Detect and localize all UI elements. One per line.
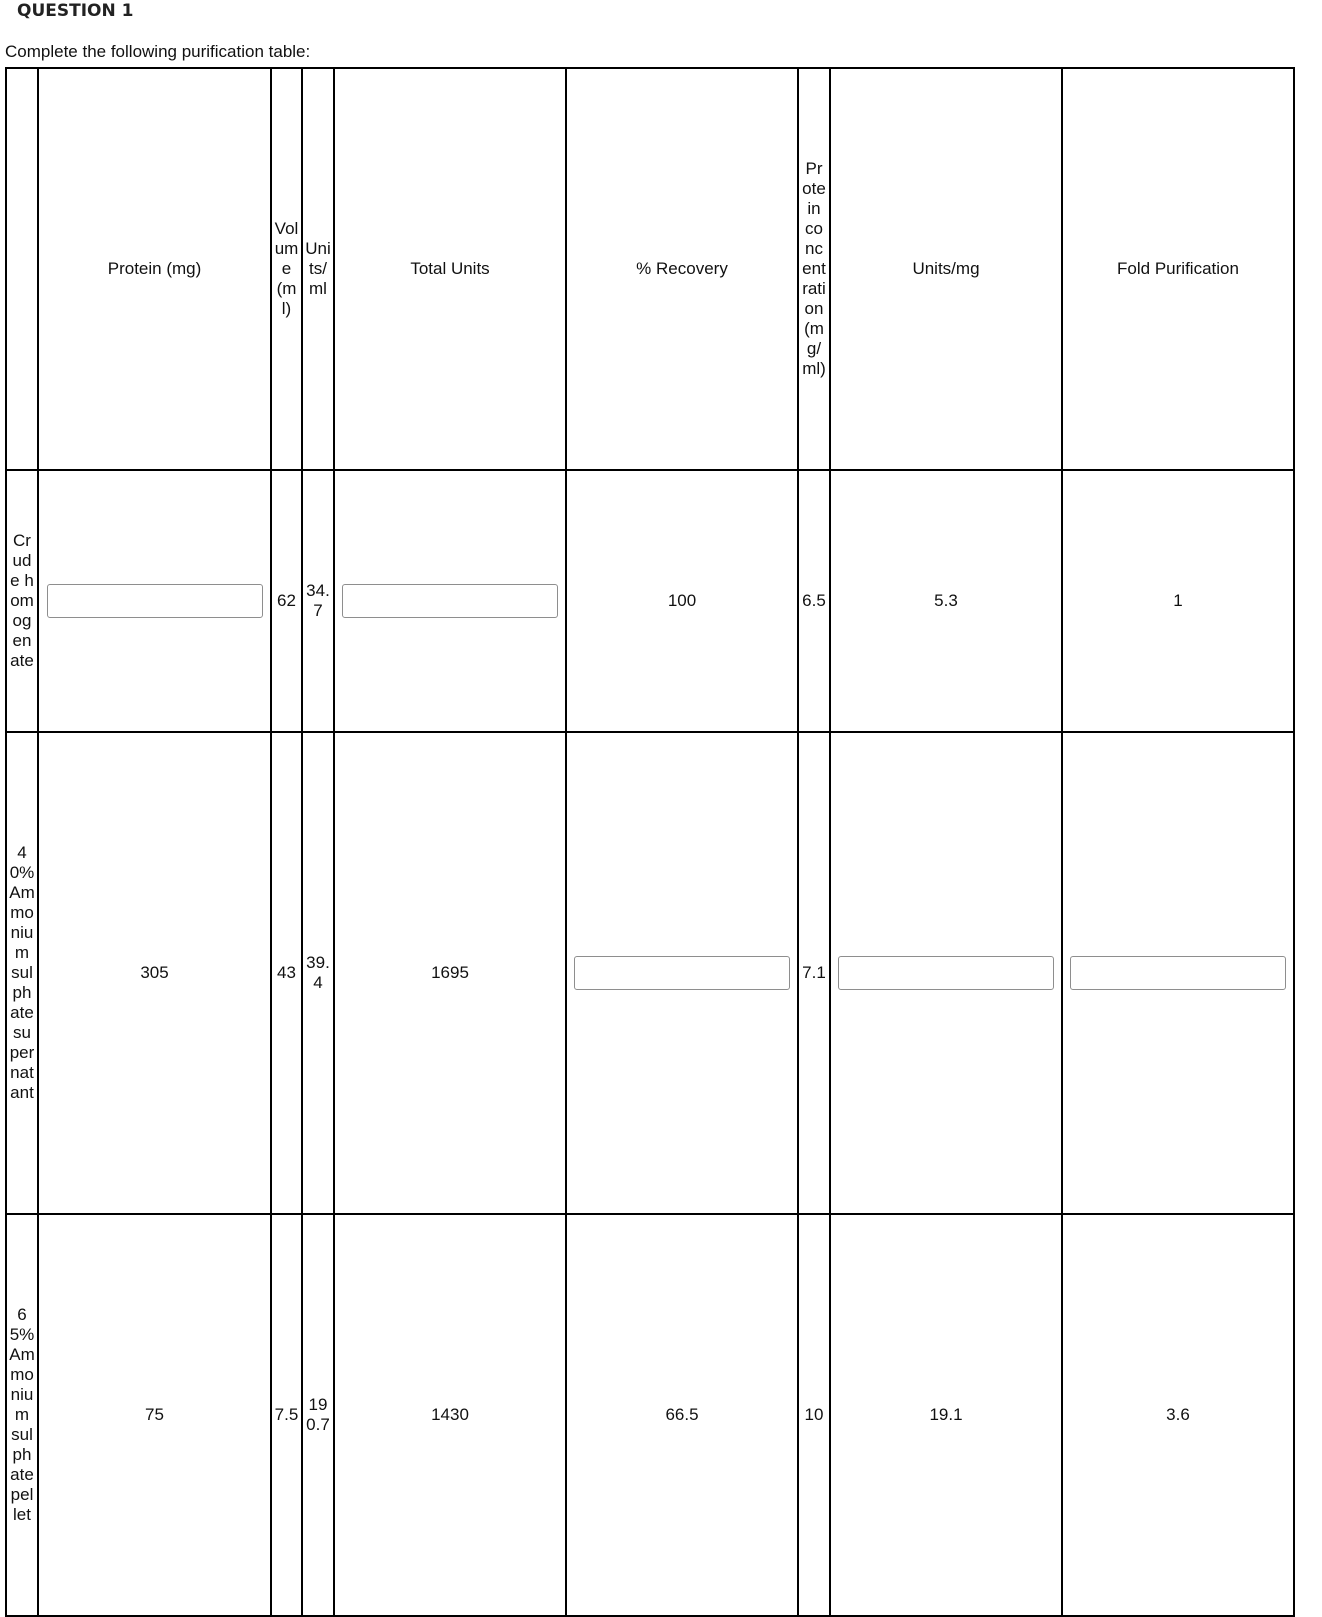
cell-recovery: 100 (566, 470, 798, 732)
fold-purification-input[interactable] (1070, 956, 1286, 990)
cell-fold-purification: 3.6 (1062, 1214, 1294, 1616)
units-per-mg-input[interactable] (838, 956, 1054, 990)
row-step-label: 65% Ammonium sulphate pellet (6, 1214, 38, 1616)
cell-recovery (566, 732, 798, 1214)
cell-volume: 62 (271, 470, 302, 732)
cell-total-units (334, 470, 566, 732)
question-instruction: Complete the following purification table: (5, 42, 311, 61)
row-step-label: Crude homogenate (6, 470, 38, 732)
total-units-input[interactable] (342, 584, 558, 618)
header-protein-concentration: Protein concentration (mg/ml) (798, 68, 830, 470)
protein-mg-input[interactable] (47, 584, 263, 618)
cell-volume: 43 (271, 732, 302, 1214)
header-step (6, 68, 38, 470)
table-row-65-ammonium-sulphate (6, 1214, 1294, 1616)
cell-fold-purification: 1 (1062, 470, 1294, 732)
header-row (6, 68, 1294, 470)
table-row-crude-homogenate (6, 470, 1294, 732)
purification-table (5, 67, 1295, 1617)
cell-units-per-mg: 5.3 (830, 470, 1062, 732)
cell-units-per-mg (830, 732, 1062, 1214)
header-protein: Protein (mg) (38, 68, 271, 470)
cell-protein-concentration: 7.1 (798, 732, 830, 1214)
header-units-per-mg: Units/mg (830, 68, 1062, 470)
cell-protein-concentration: 10 (798, 1214, 830, 1616)
cell-units-per-ml: 34.7 (302, 470, 334, 732)
cell-units-per-mg: 19.1 (830, 1214, 1062, 1616)
header-fold-purification: Fold Purification (1062, 68, 1294, 470)
cell-units-per-ml: 39.4 (302, 732, 334, 1214)
cell-fold-purification (1062, 732, 1294, 1214)
cell-total-units: 1695 (334, 732, 566, 1214)
cell-protein: 75 (38, 1214, 271, 1616)
recovery-input[interactable] (574, 956, 790, 990)
header-total-units: Total Units (334, 68, 566, 470)
cell-protein-concentration: 6.5 (798, 470, 830, 732)
row-step-label: 40% Ammonium sulphate supernatant (6, 732, 38, 1214)
question-title: QUESTION 1 (17, 1, 134, 21)
cell-protein: 305 (38, 732, 271, 1214)
cell-units-per-ml: 190.7 (302, 1214, 334, 1616)
cell-volume: 7.5 (271, 1214, 302, 1616)
cell-total-units: 1430 (334, 1214, 566, 1616)
header-units-per-ml: Units/ml (302, 68, 334, 470)
cell-recovery: 66.5 (566, 1214, 798, 1616)
header-volume: Volume (ml) (271, 68, 302, 470)
header-recovery: % Recovery (566, 68, 798, 470)
table-row-40-ammonium-sulphate (6, 732, 1294, 1214)
cell-protein (38, 470, 271, 732)
